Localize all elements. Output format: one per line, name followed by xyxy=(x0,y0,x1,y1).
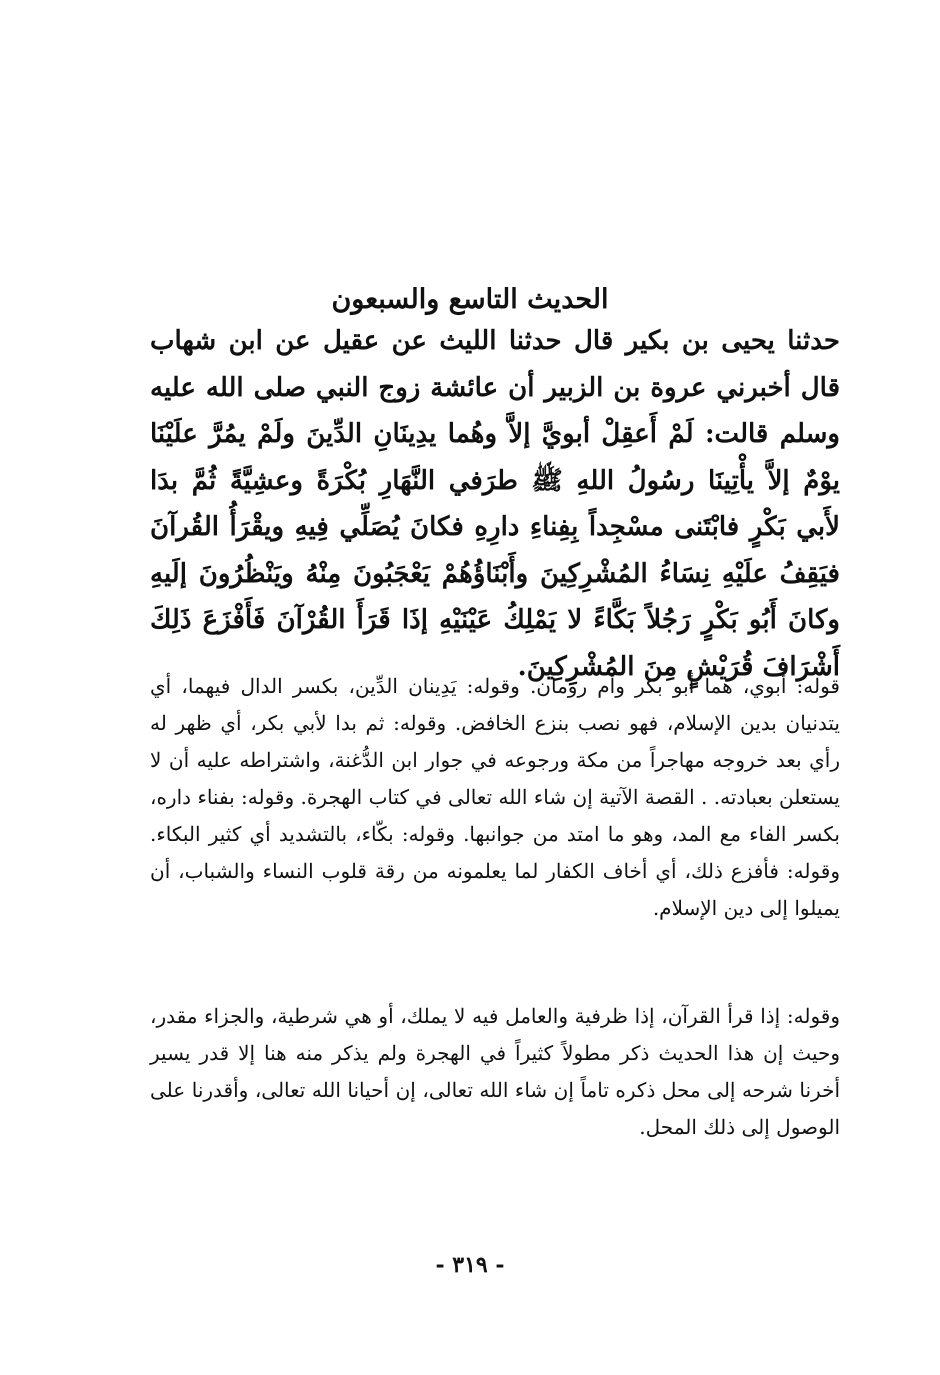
page-number: - ٣١٩ - xyxy=(435,1252,505,1278)
commentary-paragraph-1: قوله: أبوي، هما أبو بكر وأم رومان. وقوله: يَدِينان الدِّين، بكسر الدال فيهما، أي يتدنيان بدين الإسلام، فهو نصب بنزع الخافض. وقوله: ثم بدا لأبي بكر، أي ظهر له رأي بعد خروجه مهاجراً من مكة ورجوعه في جوار ابن الدُّغنة، واشتراطه عليه أن لا يستعلن بعبادته. . القصة الآتية إن شاء الله تعالى في كتاب الهجرة. وقوله: بفناء داره، بكسر الفاء مع المد، وهو ما امتد من جوانبها. وقوله: بكّاء، بالتشديد أي كثير البكاء. وقوله: فأفزع ذلك، أي أخاف الكفار لما يعلمونه من رقة قلوب النساء والشباب، أن يميلوا إلى دين الإسلام. xyxy=(150,674,840,920)
hadith-text: حدثنا يحيى بن بكير قال حدثنا الليث عن عقيل عن ابن شهاب قال أخبرني عروة بن الزبير أن عائشة زوج النبي صلى الله عليه وسلم قالت: لَمْ أَعقِلْ أبويَّ إلاَّ وهُما يدِينَانِ الدِّينَ ولَمْ يمُرَّ علَيْنَا يوْمٌ إلاَّ يأْتِينَا رسُولُ اللهِ ﷺ طرَفي النَّهَارِ بُكْرَةً وعشِيَّةً ثُمَّ بدَا لأَبي بَكْرٍ فابْتَنى مسْجِداً بِفِناءِ دارِهِ فكانَ يُصَلِّي فِيهِ ويقْرَأُ القُرآنَ فيَقِفُ علَيْهِ نِسَاءُ المُشْرِكِينَ وأَبْنَاؤُهُمْ يَعْجَبُونَ مِنْهُ ويَنْظُرُونَ إلَيهِ وكانَ أَبُو بَكْرٍ رَجُلاً بَكَّاءً لا يَمْلِكُ عَيْنَيْهِ إذَا قَرَأَ القُرْآنَ فَأَفْزَعَ ذَلِكَ أَشْرَافَ قُرَيْشٍ مِنَ المُشْرِكِينَ. xyxy=(150,326,840,682)
commentary-paragraph-2: وقوله: إذا قرأ القرآن، إذا ظرفية والعامل فيه لا يملك، أو هي شرطية، والجزاء مقدر، وحيث إن هذا الحديث ذكر مطولاً كثيراً في الهجرة ولم يذكر منه هنا إلا قدر يسير أخرنا شرحه إلى محل ذكره تاماً إن شاء الله تعالى، إن أحيانا الله تعالى، وأقدرنا على الوصول إلى ذلك المحل. xyxy=(150,1004,840,1139)
hadith-title: الحديث التاسع والسبعون xyxy=(331,284,609,316)
